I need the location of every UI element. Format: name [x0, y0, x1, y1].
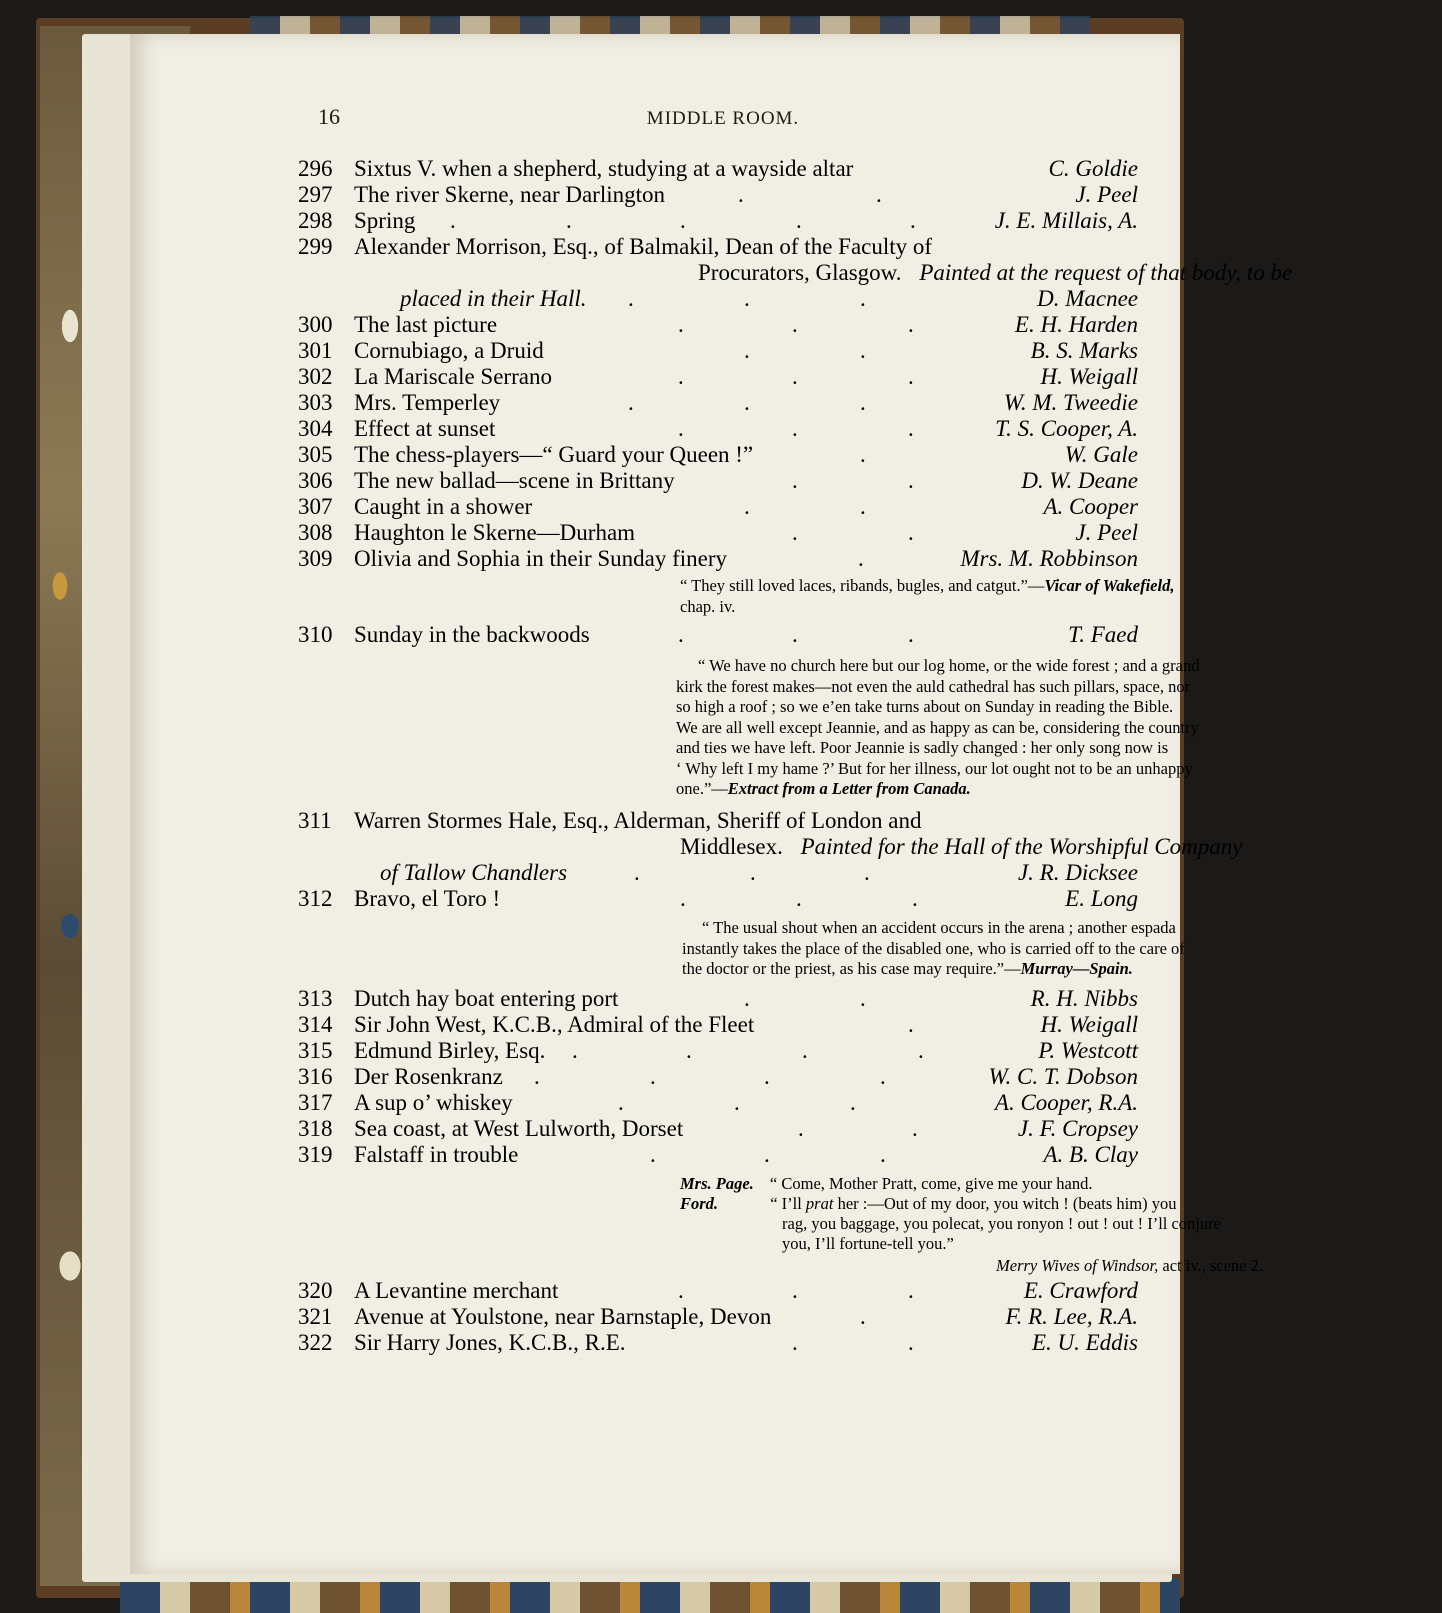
leader-dot: . [860, 442, 866, 467]
entry-note: Painted for the Hall of the Worshipful Company [800, 834, 1243, 859]
entry-number: 308 [298, 520, 333, 545]
entry-note: Painted at the request of that body, to be [919, 260, 1293, 285]
speech-line: rag, you baggage, you polecat, you ronyon ! out ! out ! I’ll conjure [782, 1214, 1221, 1233]
leader-dot: . [908, 622, 914, 647]
leader-dot: . [792, 312, 798, 337]
entry-number: 312 [298, 886, 333, 911]
speech-line [770, 1194, 1176, 1213]
entry-number: 302 [298, 364, 333, 389]
dramatic-quotation [680, 1194, 1176, 1215]
leader-dot: . [860, 986, 866, 1011]
leader-dot: . [860, 338, 866, 363]
entry-artist: A. Cooper [1043, 494, 1138, 519]
quotation-line: ‘ Why left I my hame ?’ But for her illness, our lot ought not to be an unhappy [676, 758, 1193, 778]
quotation-line: chap. iv. [680, 596, 736, 616]
entry-row [298, 1038, 1138, 1064]
leader-dot: . [792, 364, 798, 389]
leader-dot: . [796, 208, 802, 233]
leader-dot: . [534, 1064, 540, 1089]
leader-dot: . [628, 286, 634, 311]
entry-title: Bravo, el Toro ! [354, 886, 501, 911]
quotation-line: We are all well except Jeannie, and as happy as can be, considering the country [676, 717, 1199, 737]
entry-continuation [698, 260, 1438, 286]
entry-continuation [298, 286, 1138, 312]
leader-dot: . [908, 468, 914, 493]
entry-continuation [680, 834, 1420, 860]
entry-artist: J. E. Millais, A. [994, 208, 1138, 233]
entry-number: 317 [298, 1090, 333, 1115]
entry-row [298, 1330, 1138, 1356]
leader-dot: . [908, 1278, 914, 1303]
entry-row [298, 416, 1138, 442]
entry-title: Alexander Morrison, Esq., of Balmakil, Dean of the Faculty of [354, 234, 933, 259]
leader-dot: . [686, 1038, 692, 1063]
entry-title: Olivia and Sophia in their Sunday finery [354, 546, 728, 571]
entry-title: Effect at sunset [354, 416, 496, 441]
entry-row [298, 546, 1138, 572]
entry-number: 322 [298, 1330, 333, 1355]
quotation [676, 656, 1436, 800]
entry-number: 309 [298, 546, 333, 571]
leader-dot: . [678, 416, 684, 441]
quotation-text: one.”— [676, 779, 728, 798]
leader-dot: . [628, 390, 634, 415]
leader-dot: . [912, 886, 918, 911]
running-title: MIDDLE ROOM. [646, 108, 800, 129]
leader-dot: . [796, 886, 802, 911]
entry-row [298, 338, 1138, 364]
leader-dot: . [650, 1064, 656, 1089]
entry-number: 303 [298, 390, 333, 415]
leader-dot: . [678, 1278, 684, 1303]
entry-artist: W. M. Tweedie [1003, 390, 1138, 415]
entry-title: Der Rosenkranz [354, 1064, 503, 1089]
leader-dot: . [764, 1064, 770, 1089]
quotation-line: and ties we have left. Poor Jeannie is sadly changed : her only song now is [676, 738, 1169, 757]
leader-dot: . [738, 182, 744, 207]
leader-dot: . [764, 1142, 770, 1167]
leader-dot: . [744, 338, 750, 363]
leader-dot: . [864, 860, 870, 885]
leader-dot: . [908, 1012, 914, 1037]
quotation-text: “ They still loved laces, ribands, bugles, and catgut.”— [680, 576, 1045, 595]
entry-number: 310 [298, 622, 333, 647]
entry-number: 297 [298, 182, 333, 207]
entry-title: Sir Harry Jones, K.C.B., R.E. [354, 1330, 626, 1355]
entry-row [298, 808, 1138, 834]
entry-row [298, 986, 1138, 1012]
entry-number: 311 [298, 808, 332, 833]
entry-row [298, 1090, 1138, 1116]
entry-artist: H. Weigall [1040, 364, 1138, 389]
entry-note: of Tallow Chandlers [380, 860, 568, 885]
entry-title: Spring [354, 208, 416, 233]
entry-row [298, 1304, 1138, 1330]
entry-title: La Mariscale Serrano [354, 364, 552, 389]
entry-row [298, 886, 1138, 912]
entry-artist: B. S. Marks [1030, 338, 1138, 363]
entry-number: 320 [298, 1278, 333, 1303]
leader-dot: . [734, 1090, 740, 1115]
leader-dot: . [650, 1142, 656, 1167]
entry-number: 298 [298, 208, 333, 233]
leader-dot: . [572, 1038, 578, 1063]
leader-dot: . [792, 622, 798, 647]
entry-row [298, 1142, 1138, 1168]
entry-artist: A. B. Clay [1043, 1142, 1138, 1167]
entry-number: 318 [298, 1116, 333, 1141]
entry-row [298, 312, 1138, 338]
quotation-source: Murray—Spain. [1020, 959, 1133, 978]
entry-artist: J. F. Cropsey [1017, 1116, 1138, 1141]
quotation-source: Extract from a Letter from Canada. [727, 779, 971, 798]
entry-artist: T. S. Cooper, A. [995, 416, 1138, 441]
leader-dot: . [908, 416, 914, 441]
entry-row [298, 520, 1138, 546]
entry-number: 313 [298, 986, 333, 1011]
leader-dot: . [792, 1278, 798, 1303]
leader-dot: . [792, 416, 798, 441]
entry-artist: W. C. T. Dobson [988, 1064, 1138, 1089]
entry-artist: R. H. Nibbs [1030, 986, 1138, 1011]
entry-number: 321 [298, 1304, 333, 1329]
entry-number: 299 [298, 234, 333, 259]
leader-dot: . [850, 1090, 856, 1115]
speech-line: you, I’ll fortune-tell you.” [782, 1234, 954, 1253]
entry-artist: Mrs. M. Robbinson [960, 546, 1138, 571]
entry-title: A Levantine merchant [354, 1278, 559, 1303]
quotation [680, 576, 1440, 617]
leader-dot: . [744, 286, 750, 311]
entry-title-cont: Middlesex. [680, 834, 783, 859]
entry-title: Sea coast, at West Lulworth, Dorset [354, 1116, 684, 1141]
entry-number: 314 [298, 1012, 333, 1037]
entry-title: A sup o’ whiskey [354, 1090, 513, 1115]
leader-dot: . [798, 1116, 804, 1141]
entry-artist: E. Crawford [1023, 1278, 1138, 1303]
entry-number: 315 [298, 1038, 333, 1063]
leader-dot: . [860, 1304, 866, 1329]
entry-note: placed in their Hall. [400, 286, 587, 311]
leader-dot: . [744, 390, 750, 415]
quotation-line: “ We have no church here but our log home, or the wide forest ; and a grand [698, 656, 1200, 675]
speech-text: her :—Out of my door, you witch ! (beats him) you [833, 1194, 1177, 1213]
entry-row [298, 1278, 1138, 1304]
entry-row [298, 156, 1138, 182]
entry-title: The river Skerne, near Darlington [354, 182, 666, 207]
entry-artist: T. Faed [1068, 622, 1138, 647]
leader-dot: . [880, 1064, 886, 1089]
leader-dot: . [908, 1330, 914, 1355]
entry-title: Haughton le Skerne—Durham [354, 520, 636, 545]
leader-dot: . [908, 520, 914, 545]
entry-title: The chess-players—“ Guard your Queen !” [354, 442, 754, 467]
quotation-line: instantly takes the place of the disabled one, who is carried off to the care of [682, 938, 1185, 958]
quotation-line: “ The usual shout when an accident occurs in the arena ; another espada [702, 918, 1176, 937]
entry-row [298, 468, 1138, 494]
leader-dot: . [860, 286, 866, 311]
entry-row [298, 622, 1138, 648]
leader-dot: . [680, 886, 686, 911]
entry-number: 304 [298, 416, 333, 441]
speech-text: “ I’ll [770, 1194, 806, 1213]
entry-number: 306 [298, 468, 333, 493]
leader-dot: . [750, 860, 756, 885]
marbled-endpaper-bottom [120, 1578, 1180, 1613]
entry-number: 305 [298, 442, 333, 467]
entry-title: The new ballad—scene in Brittany [354, 468, 675, 493]
quotation-source [996, 1256, 1263, 1277]
quotation-text: the doctor or the priest, as his case may require.”— [682, 959, 1021, 978]
entry-row [298, 182, 1138, 208]
entry-number: 300 [298, 312, 333, 337]
leader-dot: . [860, 494, 866, 519]
entry-number: 307 [298, 494, 333, 519]
entry-artist: F. R. Lee, R.A. [1005, 1304, 1138, 1329]
entry-number: 319 [298, 1142, 333, 1167]
leader-dot: . [678, 364, 684, 389]
leader-dot: . [792, 468, 798, 493]
quotation-line: so high a roof ; so we e’en take turns about on Sunday in reading the Bible. [676, 697, 1174, 716]
leader-dot: . [802, 1038, 808, 1063]
entry-row [298, 234, 1138, 260]
source-title: Merry Wives of Windsor, [996, 1256, 1159, 1275]
speech-line: “ Come, Mother Pratt, come, give me your hand. [769, 1174, 1093, 1193]
page-header [298, 104, 1148, 134]
entry-artist: E. Long [1065, 886, 1138, 911]
leader-dot: . [566, 208, 572, 233]
leader-dot: . [792, 520, 798, 545]
entry-row [298, 494, 1138, 520]
quotation-line: kirk the forest makes—not even the auld cathedral has such pillars, space, nor [676, 676, 1191, 696]
leader-dot: . [912, 1116, 918, 1141]
leader-dot: . [680, 208, 686, 233]
speaker-name: Mrs. Page. [680, 1174, 754, 1193]
entry-number: 316 [298, 1064, 333, 1089]
entry-row [298, 390, 1138, 416]
entry-title: Sir John West, K.C.B., Admiral of the Fleet [354, 1012, 755, 1037]
dramatic-quotation [680, 1174, 1093, 1195]
entry-row [298, 1116, 1138, 1142]
leader-dot: . [678, 312, 684, 337]
entry-title: Dutch hay boat entering port [354, 986, 619, 1011]
source-reference: act iv., scene 2. [1158, 1256, 1264, 1275]
page-number: 16 [318, 104, 340, 129]
entry-title: Sunday in the backwoods [354, 622, 590, 647]
entry-artist: E. U. Eddis [1031, 1330, 1138, 1355]
entry-continuation [298, 860, 1138, 886]
leader-dot: . [744, 494, 750, 519]
entry-artist: J. R. Dicksee [1017, 860, 1138, 885]
entry-row [298, 1064, 1138, 1090]
leader-dot: . [908, 364, 914, 389]
entry-title: Sixtus V. when a shepherd, studying at a wayside altar [354, 156, 854, 181]
leader-dot: . [450, 208, 456, 233]
entry-row [298, 442, 1138, 468]
entry-title: Avenue at Youlstone, near Barnstaple, Devon [354, 1304, 772, 1329]
leader-dot: . [880, 1142, 886, 1167]
entry-artist: P. Westcott [1038, 1038, 1138, 1063]
entry-title: Caught in a shower [354, 494, 533, 519]
entry-artist: J. Peel [1075, 182, 1138, 207]
leader-dot: . [634, 860, 640, 885]
leader-dot: . [876, 182, 882, 207]
entry-artist: D. W. Deane [1021, 468, 1138, 493]
entry-title: Cornubiago, a Druid [354, 338, 544, 363]
quotation-line [682, 959, 1442, 980]
entry-title: The last picture [354, 312, 498, 337]
entry-number: 301 [298, 338, 333, 363]
entry-artist: A. Cooper, R.A. [994, 1090, 1138, 1115]
quotation-line [676, 779, 1436, 800]
entry-title: Falstaff in trouble [354, 1142, 519, 1167]
leader-dot: . [918, 1038, 924, 1063]
entry-row [298, 208, 1138, 234]
entry-number: 296 [298, 156, 333, 181]
entry-artist: H. Weigall [1040, 1012, 1138, 1037]
leader-dot: . [858, 546, 864, 571]
entry-artist: D. Macnee [1037, 286, 1138, 311]
speech-emphasis: prat [805, 1194, 834, 1213]
entry-artist: E. H. Harden [1014, 312, 1138, 337]
entry-artist: C. Goldie [1048, 156, 1138, 181]
quotation-line [680, 576, 1440, 597]
entry-row [298, 1012, 1138, 1038]
leader-dot: . [908, 312, 914, 337]
leader-dot: . [860, 390, 866, 415]
leader-dot: . [744, 986, 750, 1011]
quotation-source: Vicar of Wakefield, [1044, 576, 1175, 595]
entry-title-cont: Procurators, Glasgow. [698, 260, 902, 285]
entry-title: Mrs. Temperley [354, 390, 501, 415]
entry-artist: W. Gale [1064, 442, 1138, 467]
quotation [682, 918, 1442, 980]
entry-title: Edmund Birley, Esq. [354, 1038, 546, 1063]
leader-dot: . [792, 1330, 798, 1355]
entry-artist: J. Peel [1075, 520, 1138, 545]
entry-row [298, 364, 1138, 390]
entry-title: Warren Stormes Hale, Esq., Alderman, Sheriff of London and [354, 808, 922, 833]
leader-dot: . [678, 622, 684, 647]
speaker-name: Ford. [680, 1194, 719, 1213]
leader-dot: . [910, 208, 916, 233]
leader-dot: . [618, 1090, 624, 1115]
